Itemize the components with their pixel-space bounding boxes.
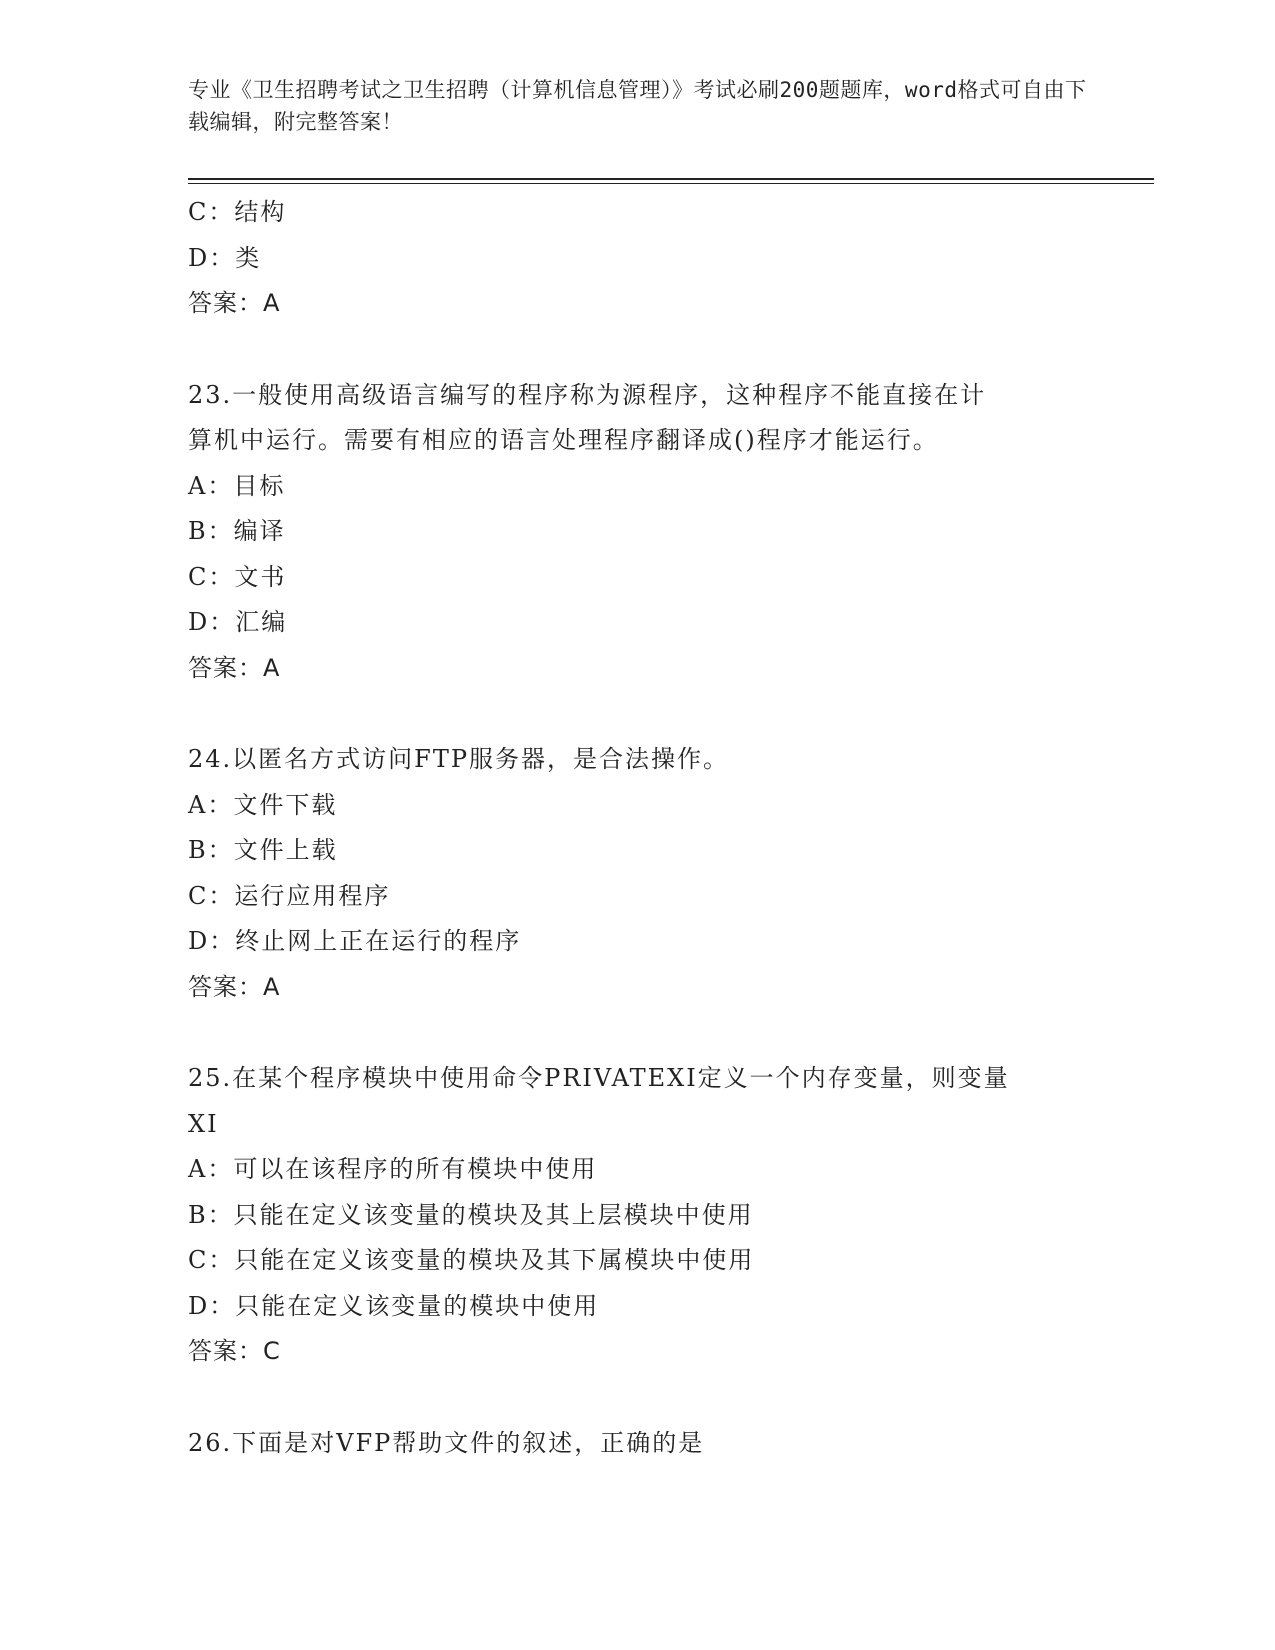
question-stem-line: 26.下面是对VFP帮助文件的叙述，正确的是 — [188, 1428, 705, 1457]
question-stem-line: XI — [188, 1109, 219, 1138]
option-d: D：只能在定义该变量的模块中使用 — [188, 1291, 600, 1320]
document-header — [188, 74, 1088, 138]
answer: 答案：A — [188, 972, 281, 1001]
option-d: D：汇编 — [188, 608, 288, 636]
question-26 — [188, 1421, 1088, 1467]
question-24 — [188, 737, 1088, 1010]
question-23 — [188, 373, 1088, 692]
prev-question-tail — [188, 190, 1088, 327]
option-b: B：文件上载 — [188, 836, 338, 864]
option-a: A：可以在该程序的所有模块中使用 — [188, 1155, 598, 1183]
header-rule-thin — [188, 183, 1154, 184]
answer: 答案：A — [188, 653, 281, 682]
option-c: C：运行应用程序 — [188, 881, 391, 910]
answer: 答案：C — [188, 1337, 281, 1365]
option-c: C：只能在定义该变量的模块及其下属模块中使用 — [188, 1246, 755, 1274]
option-d: D：终止网上正在运行的程序 — [188, 927, 522, 955]
document-body — [188, 190, 1088, 1466]
option-c: C：结构 — [188, 198, 287, 226]
question-stem-line: 25.在某个程序模块中使用命令PRIVATEXI定义一个内存变量，则变量 — [188, 1064, 1010, 1092]
option-a: A：文件下载 — [188, 790, 338, 819]
question-stem-line: 算机中运行。需要有相应的语言处理程序翻译成()程序才能运行。 — [188, 426, 939, 454]
question-stem-line: 24.以匿名方式访问FTP服务器，是合法操作。 — [188, 745, 729, 773]
answer: 答案：A — [188, 289, 281, 317]
document-title: 专业《卫生招聘考试之卫生招聘（计算机信息管理）》考试必刷200题题库，word格式可自由下载编辑，附完整答案！ — [188, 78, 1087, 134]
question-25 — [188, 1056, 1088, 1375]
question-stem-line: 23.一般使用高级语言编写的程序称为源程序，这种程序不能直接在计 — [188, 380, 987, 409]
option-d: D：类 — [188, 243, 262, 272]
option-b: B：只能在定义该变量的模块及其上层模块中使用 — [188, 1200, 754, 1229]
option-b: B：编译 — [188, 517, 286, 545]
option-c: C：文书 — [188, 562, 287, 591]
option-a: A：目标 — [188, 471, 286, 500]
header-rule-thick — [188, 178, 1154, 180]
